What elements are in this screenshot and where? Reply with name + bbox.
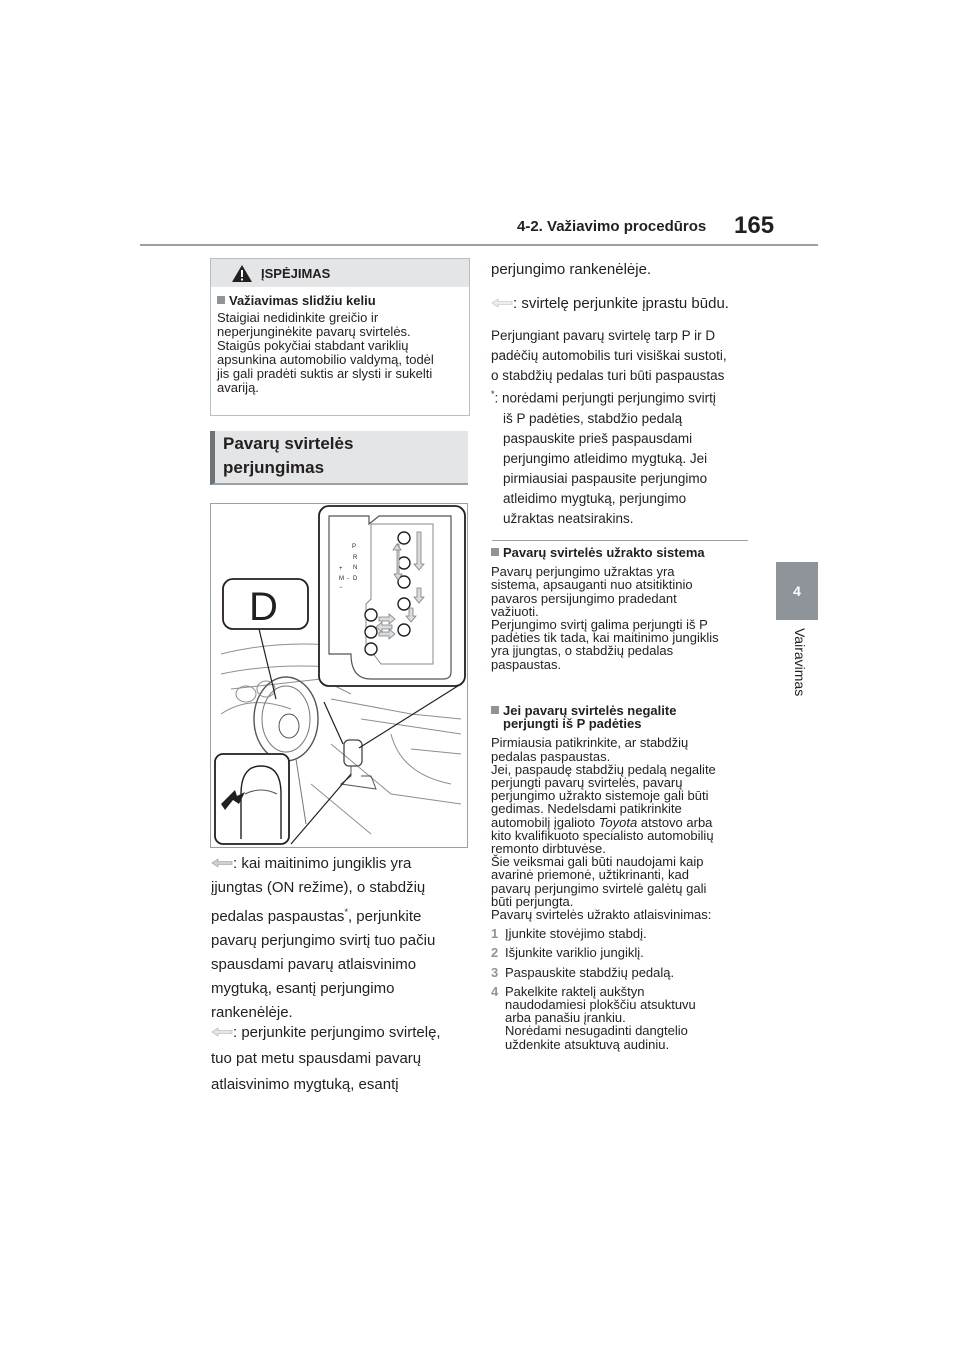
manual-label: - bbox=[347, 576, 349, 582]
text-line bbox=[211, 1020, 471, 1046]
text-line: Jei, paspaudę stabdžių pedalą negalite bbox=[491, 761, 716, 777]
warning-line: avariją. bbox=[217, 380, 259, 395]
shift-arrow-icon bbox=[211, 1027, 233, 1037]
step-text: Norėdami nesugadinti dangtelio bbox=[505, 1023, 688, 1039]
text-span: : svirtelę perjunkite įprastu būdu. bbox=[513, 295, 729, 312]
text-line: pirmiausiai paspausite perjungimo bbox=[503, 470, 708, 486]
lock-system-section bbox=[491, 546, 761, 671]
left-paragraph-1 bbox=[211, 852, 471, 1025]
step-text: Įjunkite stovėjimo stabdį. bbox=[505, 926, 647, 942]
text-line: yra įjungtas, o stabdžių pedalas bbox=[491, 643, 674, 659]
text-line: perjungti pavarų svirtelės, pavarų bbox=[491, 775, 683, 791]
bullet-square-icon bbox=[217, 296, 225, 304]
warning-subtitle bbox=[217, 293, 376, 308]
text-line: važiuoti. bbox=[491, 603, 539, 619]
warning-line: neperjunginėkite pavarų svirtelės. bbox=[217, 324, 411, 339]
text-span: : kai maitinimo jungiklis yra bbox=[233, 855, 412, 872]
step-number: 2 bbox=[491, 945, 499, 961]
text-span: , perjunkite bbox=[347, 908, 422, 925]
subheading-text: perjungti iš P padėties bbox=[503, 716, 642, 732]
warning-title: ĮSPĖJIMAS bbox=[261, 266, 331, 281]
manual-label: M bbox=[339, 576, 344, 582]
text-line: sistema, apsauganti nuo atsitiktinio bbox=[491, 577, 693, 593]
left-paragraph-2 bbox=[211, 1020, 471, 1098]
text-line: Perjungiant pavarų svirtelę tarp P ir D bbox=[491, 328, 716, 343]
bullet-square-icon bbox=[491, 548, 499, 556]
text-line: kito kvalifikuoto specialisto automobilių bbox=[491, 827, 714, 843]
text-span: automobilį įgalioto bbox=[491, 814, 599, 830]
footnote-marker: * bbox=[491, 389, 495, 399]
text-line: įjungtas (ON režime), o stabdžių bbox=[211, 879, 426, 896]
warning-line: Staigiai nedidinkite greičio ir bbox=[217, 310, 379, 325]
gate-label: D bbox=[353, 576, 358, 582]
chapter-tab: 4 bbox=[776, 562, 818, 620]
text-line bbox=[491, 384, 761, 409]
text-line: paspauskite prieš paspausdami bbox=[503, 430, 693, 446]
callout-letter: D bbox=[249, 585, 278, 629]
step-item bbox=[491, 946, 761, 959]
footnote-marker: * bbox=[344, 907, 348, 917]
text-line: atlaisvinimo mygtuką, esantį bbox=[211, 1076, 399, 1093]
running-header: 4-2. Važiavimo procedūros bbox=[517, 218, 707, 235]
text-line: tuo pat metu spausdami pavarų bbox=[211, 1050, 422, 1067]
divider bbox=[492, 540, 748, 541]
subheading bbox=[491, 546, 761, 559]
footnote bbox=[491, 384, 761, 529]
shift-lever-illustration bbox=[210, 503, 468, 848]
manual-label: − bbox=[339, 585, 343, 591]
right-paragraph-4 bbox=[491, 326, 761, 386]
text-span: pedalas paspaustas bbox=[211, 908, 345, 925]
text-line: gedimas. Nedelsdami patikrinkite bbox=[491, 801, 682, 817]
text-line: avarinė priemonė, užtikrinanti, kad bbox=[491, 867, 689, 883]
text-line: Pirmiausia patikrinkite, ar stabdžių bbox=[491, 735, 689, 751]
shift-arrow-icon bbox=[491, 298, 513, 308]
chapter-label bbox=[778, 628, 818, 738]
text-span: : norėdami perjungti perjungimo svirtį bbox=[494, 390, 716, 406]
shift-gate-inset bbox=[319, 506, 465, 686]
section-title-line: perjungimas bbox=[223, 458, 325, 477]
text-line bbox=[211, 900, 471, 929]
page-number: 165 bbox=[734, 212, 775, 239]
warning-box bbox=[210, 258, 470, 416]
text-line: spausdami pavarų atlaisvinimo bbox=[211, 956, 417, 973]
text-line: pavarų perjungimo svirtelė galėtų gali bbox=[491, 880, 707, 896]
step-number: 1 bbox=[491, 926, 499, 942]
gate-label: R bbox=[353, 555, 358, 561]
section-title bbox=[210, 431, 468, 485]
text-line: perjungimo atleidimo mygtuką. Jei bbox=[503, 450, 708, 466]
right-paragraph-3 bbox=[491, 292, 761, 316]
warning-line: Staigūs pokyčiai stabdant variklių bbox=[217, 338, 409, 353]
text-line: iš P padėties, stabdžio pedalą bbox=[503, 410, 683, 426]
text-line: atleidimo mygtuką, perjungimo bbox=[503, 490, 687, 506]
text-line: rankenėlėje. bbox=[211, 1004, 293, 1021]
gate-label: N bbox=[353, 565, 358, 571]
warning-header bbox=[211, 259, 469, 287]
step-item bbox=[491, 966, 761, 979]
step-number: 4 bbox=[491, 983, 499, 999]
text-line: Perjungimo svirtį galima perjungti iš P bbox=[491, 617, 708, 633]
step-text: Paspauskite stabdžių pedalą. bbox=[505, 964, 675, 980]
text-span: atstovo arba bbox=[637, 814, 713, 830]
subheading-text: Pavarų svirtelės užrakto sistema bbox=[503, 545, 705, 560]
cannot-shift-section bbox=[491, 704, 761, 1051]
step-text: arba panašiu įrankiu. bbox=[505, 1010, 626, 1026]
text-line bbox=[491, 816, 761, 829]
text-line: padėčių automobilis turi visiškai sustoti, bbox=[491, 348, 727, 363]
text-line: o stabdžių pedalas turi būti paspaustas bbox=[491, 368, 725, 383]
text-line: remonto dirbtuvėse. bbox=[491, 841, 606, 857]
text-span: : perjunkite perjungimo svirtelę, bbox=[233, 1024, 441, 1041]
text-line: Šie veiksmai gali būti naudojami kaip bbox=[491, 854, 704, 870]
step-text: naudodamiesi plokščiu atsuktuvu bbox=[505, 997, 696, 1013]
brand-name: Toyota bbox=[598, 814, 638, 830]
text-line: paspaustas. bbox=[491, 656, 562, 672]
text-line: pavarų perjungimo svirtį tuo pačiu bbox=[211, 932, 436, 949]
warning-line: apsunkina automobilio valdymą, todėl bbox=[217, 352, 434, 367]
warning-body bbox=[217, 311, 461, 395]
shift-arrow-icon bbox=[211, 858, 233, 868]
step-number: 3 bbox=[491, 964, 499, 980]
step-text: Pakelkite raktelį aukštyn bbox=[505, 983, 645, 999]
step-item bbox=[491, 927, 761, 940]
text-line: užraktas neatsirakins. bbox=[503, 510, 634, 526]
text-line: padėties tik tada, kai maitinimo jungiklis bbox=[491, 630, 719, 646]
right-continuation: perjungimo rankenėlėje. bbox=[491, 261, 652, 278]
gate-label: P bbox=[352, 544, 357, 550]
text-line: mygtuką, esantį perjungimo bbox=[211, 980, 395, 997]
manual-label: + bbox=[339, 566, 343, 572]
subheading-text: Jei pavarų svirtelės negalite bbox=[503, 703, 677, 718]
step-text: uždenkite atsuktuvą audiniu. bbox=[505, 1036, 670, 1052]
chapter-label-text: Vairavimas bbox=[792, 628, 808, 697]
warning-line: jis gali pradėti suktis ar slysti ir sukelti bbox=[217, 366, 433, 381]
bullet-square-icon bbox=[491, 706, 499, 714]
header-rule bbox=[140, 244, 818, 246]
illustration-drawing bbox=[211, 504, 467, 847]
section-title-line: Pavarų svirtelės bbox=[223, 434, 354, 453]
step-text: Išjunkite variklio jungiklį. bbox=[505, 945, 644, 961]
text-line: pavaros persijungimo pradedant bbox=[491, 590, 677, 606]
text-line: Pavarų perjungimo užraktas yra bbox=[491, 564, 675, 580]
text-line bbox=[211, 852, 471, 876]
text-line: Pavarų svirtelės užrakto atlaisvinimas: bbox=[491, 907, 712, 923]
warning-triangle-icon bbox=[231, 264, 253, 283]
text-line: perjungimo užrakto sistemoje gali būti bbox=[491, 788, 709, 804]
warning-subtitle-text: Važiavimas slidžiu keliu bbox=[229, 293, 376, 308]
text-line: pedalas paspaustas. bbox=[491, 748, 611, 764]
text-line: būti perjungta. bbox=[491, 893, 574, 909]
